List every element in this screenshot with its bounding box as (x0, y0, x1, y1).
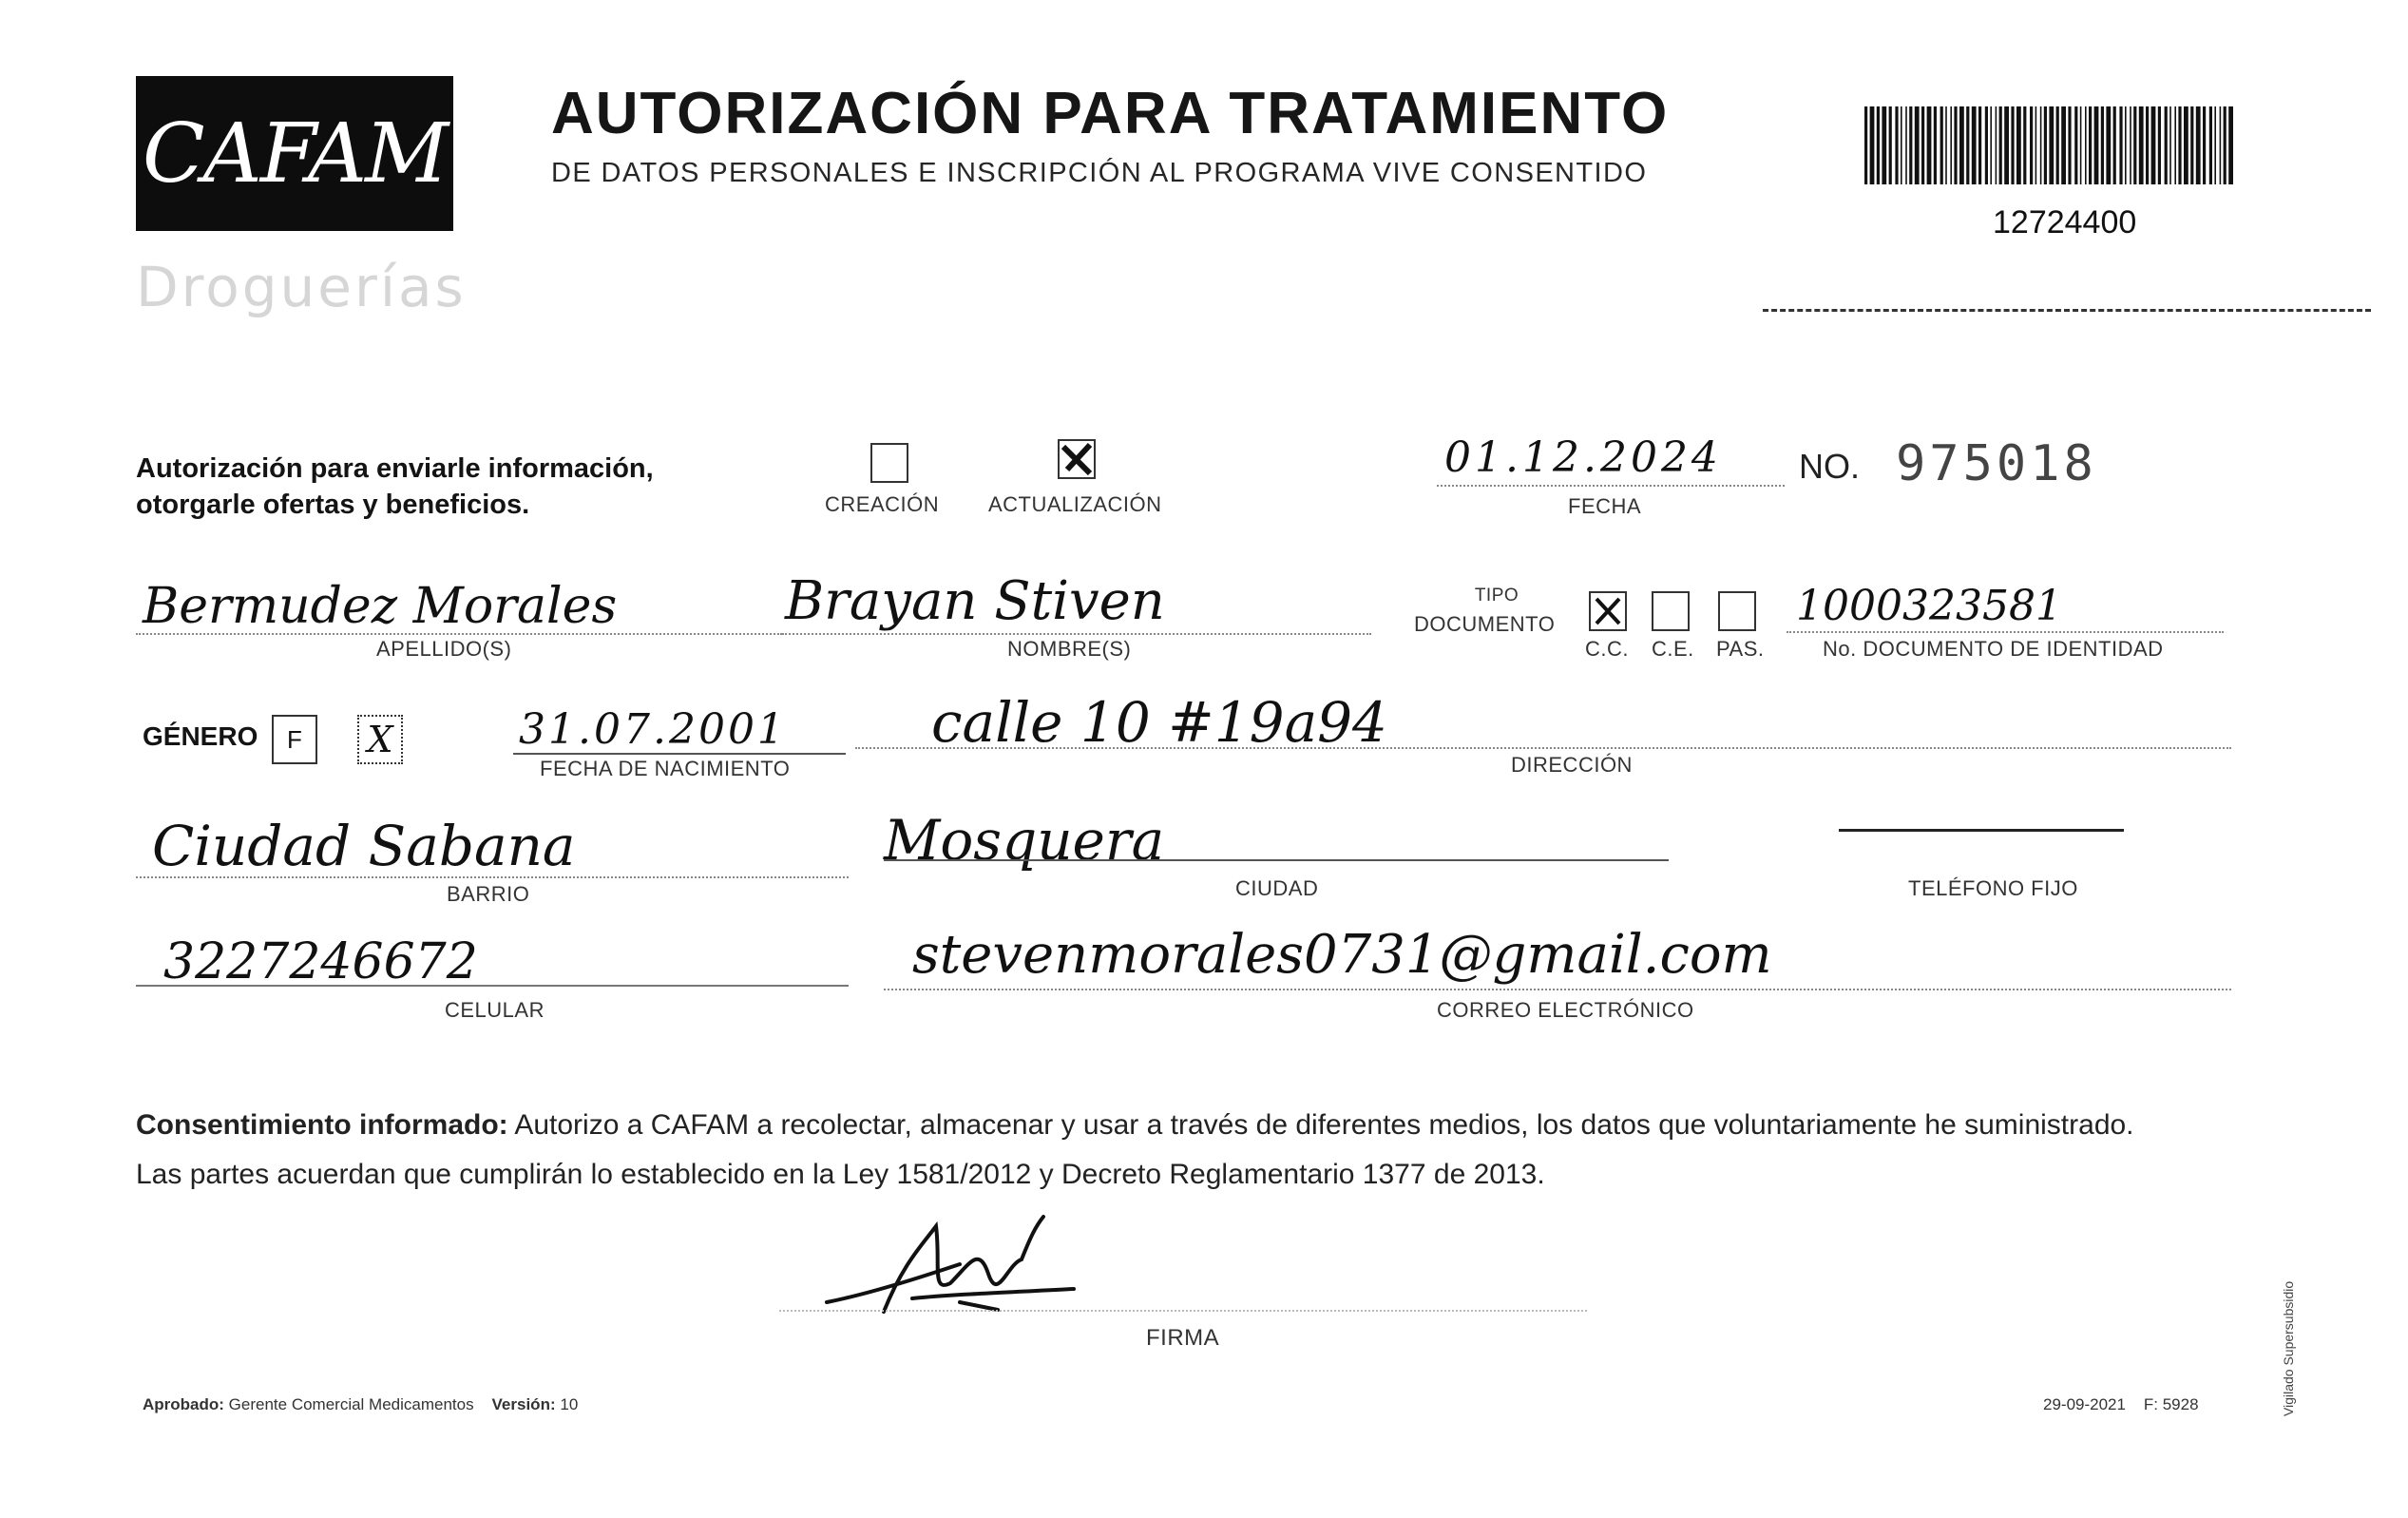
celular-underline (136, 985, 849, 987)
barcode-bar (2106, 106, 2111, 184)
barcode-bar (2101, 106, 2104, 184)
barcode-bar (2074, 106, 2077, 184)
firma-label: FIRMA (1146, 1325, 1220, 1351)
barrio-label: BARRIO (447, 882, 530, 906)
correo-underline (884, 989, 2231, 990)
barcode-bar (1972, 106, 1977, 184)
barcode-bar (1990, 106, 1992, 184)
apellidos-value: Bermudez Morales (143, 578, 618, 635)
pas-label: PAS. (1716, 637, 1765, 661)
barcode-number: 12724400 (1993, 204, 2137, 240)
logo-subtitle: Droguerías (136, 255, 467, 319)
barcode-bar (1921, 106, 1924, 184)
cc-checkbox[interactable] (1589, 591, 1627, 631)
documento-underline (1787, 631, 2224, 633)
actualizacion-label: ACTUALIZACIÓN (988, 492, 1162, 516)
barcode-bar (1999, 106, 2002, 184)
cafam-logo (136, 76, 453, 231)
footer-date: 29-09-2021 (2043, 1395, 2126, 1413)
barcode-bar (2196, 106, 2201, 184)
telefono-label: TELÉFONO FIJO (1908, 876, 2078, 900)
nacimiento-underline (513, 753, 846, 755)
barcode-bar (2085, 106, 2087, 184)
footer-approval (143, 1395, 578, 1414)
barcode-bar (1889, 106, 1892, 184)
barcode-bar (2209, 106, 2212, 184)
barcode-bar (2044, 106, 2047, 184)
signature-image (817, 1207, 1083, 1331)
authorization-heading-line1: Autorización para enviarle información, (136, 453, 654, 484)
x-mark-icon (1591, 593, 1625, 629)
barcode-bar (2030, 106, 2033, 184)
barcode-bar (2113, 106, 2116, 184)
barcode-bar (1950, 106, 1952, 184)
authorization-heading (136, 451, 654, 523)
authorization-heading-line2: otorgarle ofertas y beneficios. (136, 490, 530, 520)
nombres-underline (782, 633, 1371, 635)
ce-label: C.E. (1652, 637, 1694, 661)
barcode-bar (2174, 106, 2176, 184)
cc-label: C.C. (1585, 637, 1629, 661)
barcode-bar (1895, 106, 1898, 184)
barcode-bar (1915, 106, 1920, 184)
barcode-bar (2056, 106, 2059, 184)
barrio-value: Ciudad Sabana (152, 814, 576, 878)
barcode-bar (2130, 106, 2131, 184)
barcode-bar (1945, 106, 1947, 184)
consent-text-1: Autorizo a CAFAM a recolectar, almacenar y usar a través de diferentes medios, los datos que voluntariamente he suministrado. (507, 1109, 2134, 1141)
barcode-bar (1978, 106, 1981, 184)
consent-lead: Consentimiento informado: (136, 1109, 508, 1141)
telefono-underline (1839, 829, 2124, 832)
celular-value: 3227246672 (163, 933, 478, 990)
tipo-documento-label-2: DOCUMENTO (1414, 612, 1556, 636)
documento-value: 1000323581 (1796, 582, 2062, 630)
genero-label: GÉNERO (143, 721, 258, 751)
correo-label: CORREO ELECTRÓNICO (1437, 998, 1694, 1022)
number-label: NO. (1799, 447, 1861, 486)
consent-line2: Las partes acuerdan que cumplirán lo establecido en la Ley 1581/2012 y Decreto Reglamentario 1377 de 2013. (136, 1159, 1545, 1190)
nombres-label: NOMBRE(S) (1007, 637, 1132, 661)
barcode-graphic (1863, 106, 2236, 184)
check-mark-icon (1060, 441, 1094, 477)
barcode-bar (2146, 106, 2149, 184)
barcode-bar (2165, 106, 2168, 184)
form-title: AUTORIZACIÓN PARA TRATAMIENTO (551, 81, 1670, 146)
barcode-bar (2080, 106, 2082, 184)
vigilado-side-text: Vigilado Supersubsidio (2281, 1280, 2296, 1416)
barcode-bar (1870, 106, 1875, 184)
barcode-bar (2023, 106, 2026, 184)
barcode-bar (2125, 106, 2127, 184)
barcode-bar (2049, 106, 2054, 184)
documento-label: No. DOCUMENTO DE IDENTIDAD (1823, 637, 2164, 661)
barcode-bar (2220, 106, 2222, 184)
barcode-bar (1940, 106, 1943, 184)
barcode-bar (2203, 106, 2206, 184)
footer-code: F: 5928 (2143, 1395, 2199, 1413)
barcode-bar (2184, 106, 2188, 184)
barrio-underline (136, 876, 849, 878)
creacion-label: CREACIÓN (825, 492, 940, 516)
genero-m-checkbox[interactable] (357, 715, 403, 764)
barcode-bar (1901, 106, 1902, 184)
barcode-bar (2119, 106, 2122, 184)
apellidos-label: APELLIDO(S) (376, 637, 512, 661)
direccion-label: DIRECCIÓN (1511, 753, 1633, 777)
barcode-bar (2061, 106, 2066, 184)
barcode-bar (1905, 106, 1907, 184)
barcode-bar (2011, 106, 2014, 184)
direccion-value: calle 10 #19a94 (931, 690, 1387, 755)
barcode-bar (2158, 106, 2161, 184)
footer-date-code (2043, 1395, 2199, 1414)
barcode-bar (1966, 106, 1969, 184)
ciudad-value: Mosquera (884, 808, 1165, 873)
genero-m-mark: X (367, 719, 393, 760)
ciudad-underline (884, 859, 1669, 861)
correo-value: stevenmorales0731@gmail.com (912, 924, 1772, 986)
barcode-bar (2190, 106, 2193, 184)
barcode-bar (2214, 106, 2216, 184)
genero-f-checkbox[interactable] (272, 715, 317, 764)
ce-checkbox[interactable] (1652, 591, 1690, 631)
nombres-value: Brayan Stiven (785, 570, 1165, 632)
logo-text: CAFAM (142, 106, 448, 202)
fecha-label: FECHA (1568, 494, 1642, 518)
barcode-bar (2035, 106, 2037, 184)
tipo-documento-label-1: TIPO (1474, 586, 1519, 605)
consent-line1 (136, 1101, 2255, 1150)
actualizacion-checkbox[interactable] (1058, 439, 1096, 479)
consent-paragraph (136, 1101, 2255, 1200)
ciudad-label: CIUDAD (1235, 876, 1319, 900)
barcode-bar (1864, 106, 1867, 184)
form-subtitle: DE DATOS PERSONALES E INSCRIPCIÓN AL PROGRAMA VIVE CONSENTIDO (551, 158, 1648, 188)
barcode-bar (1882, 106, 1886, 184)
barcode-bar (2151, 106, 2156, 184)
barcode-bar (2068, 106, 2071, 184)
fecha-value: 01.12.2024 (1444, 433, 1722, 482)
barcode-bar (2139, 106, 2144, 184)
creacion-checkbox[interactable] (870, 443, 908, 483)
barcode-bar (1996, 106, 1997, 184)
signature-line (779, 1310, 1587, 1312)
aprobado-value: Gerente Comercial Medicamentos (228, 1395, 474, 1413)
barcode-bar (2040, 106, 2042, 184)
aprobado-label: Aprobado: (143, 1395, 224, 1413)
barcode-bar (1934, 106, 1937, 184)
form-number: 975018 (1896, 435, 2097, 492)
signature-graphic (817, 1207, 1083, 1331)
barcode-bar (2133, 106, 2136, 184)
barcode-bar (2224, 106, 2226, 184)
nacimiento-value: 31.07.2001 (519, 705, 787, 754)
barcode-bar (1954, 106, 1957, 184)
direccion-underline (855, 747, 2231, 749)
barcode-bar (2169, 106, 2171, 184)
barcode-bar (2178, 106, 2181, 184)
apellidos-underline (136, 633, 782, 635)
divider-dashed (1763, 309, 2371, 312)
celular-label: CELULAR (445, 998, 545, 1022)
nacimiento-label: FECHA DE NACIMIENTO (540, 757, 791, 780)
barcode-bar (1959, 106, 1964, 184)
barcode-bar (1877, 106, 1880, 184)
barcode-bar (2094, 106, 2099, 184)
version-value: 10 (560, 1395, 579, 1413)
fecha-underline (1437, 485, 1785, 487)
barcode-bar (2004, 106, 2009, 184)
barcode-bar (1909, 106, 1912, 184)
barcode-bar (1927, 106, 1932, 184)
genero-f-letter: F (287, 724, 302, 754)
barcode-bar (1985, 106, 1988, 184)
barcode (1863, 106, 2236, 184)
barcode-bar (2228, 106, 2233, 184)
barcode-bar (2016, 106, 2021, 184)
pas-checkbox[interactable] (1718, 591, 1756, 631)
barcode-bar (2089, 106, 2092, 184)
version-label: Versión: (491, 1395, 556, 1413)
